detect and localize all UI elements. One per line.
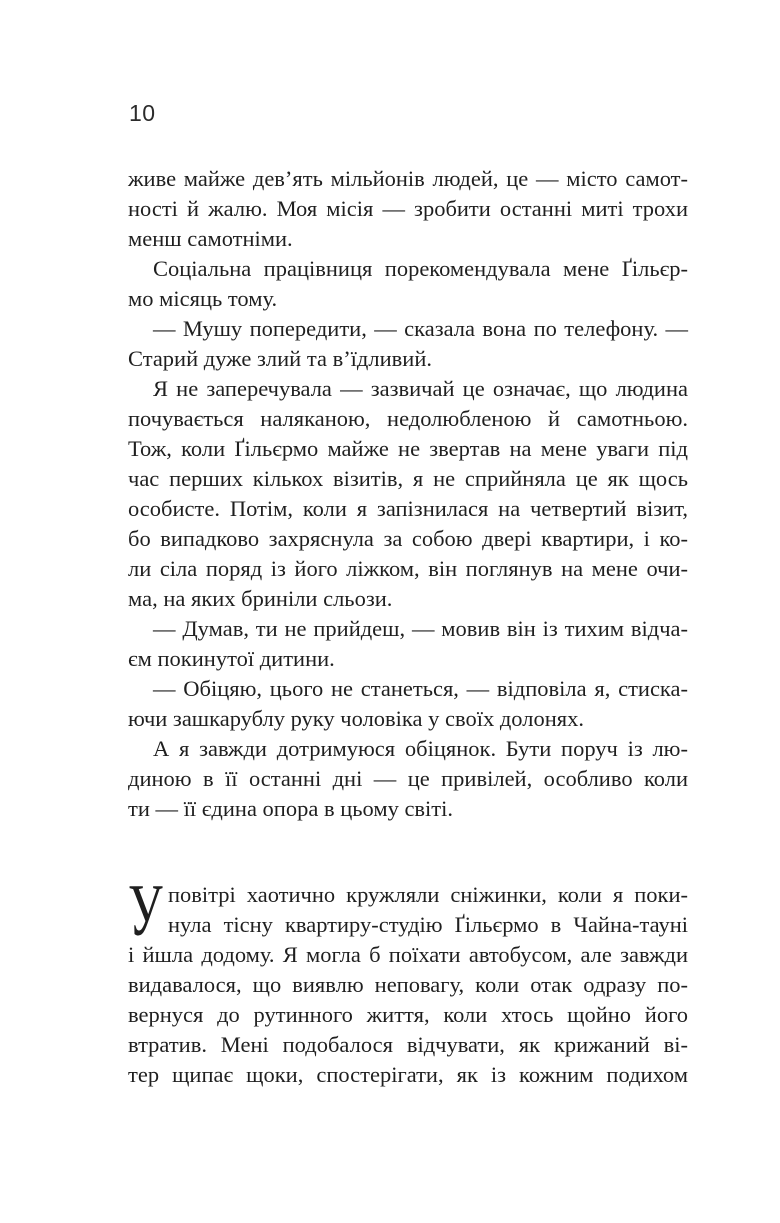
text-line: А я завжди дотримуюся обіцянок. Бути поруч із лю- <box>153 736 688 761</box>
text-line: видавалося, що виявлю неповагу, коли отак одразу по- <box>128 972 688 997</box>
paragraph <box>128 674 688 734</box>
paragraph <box>128 254 688 314</box>
text-line: Тож, коли Ґільєрмо майже не звертав на мене уваги під <box>128 436 688 461</box>
text-line: ти — її єдина опора в цьому світі. <box>128 796 454 821</box>
text-line: менш самотніми. <box>128 226 293 251</box>
text-line: — Мушу попередити, — сказала вона по телефону. — <box>153 316 688 341</box>
text-line: Соціальна працівниця порекомендувала мене Ґільєр- <box>153 256 688 281</box>
text-line: бо випадково захряснула за собою двері квартири, і ко- <box>128 526 688 551</box>
text-line: живе майже дев’ять мільйонів людей, це — місто самот- <box>128 166 688 191</box>
text-line: ючи зашкарублу руку чоловіка у своїх долонях. <box>128 706 584 731</box>
text-line: Старий дуже злий та в’їдливий. <box>128 346 432 371</box>
paragraph <box>128 164 688 254</box>
paragraph <box>128 314 688 374</box>
drop-cap: У <box>128 870 163 952</box>
text-line: вернуся до рутинного життя, коли хтось щойно його <box>128 1002 688 1027</box>
section-new-scene <box>128 870 688 1090</box>
text-line: втратив. Мені подобалося відчувати, як крижаний ві- <box>128 1032 688 1057</box>
text-line: Я не заперечувала — зазвичай це означає, що людина <box>153 376 688 401</box>
text-line: повітрі хаотично кружляли сніжинки, коли я поки- <box>168 882 688 907</box>
section-break <box>128 824 688 880</box>
text-line: нула тісну квартиру-студію Ґільєрмо в Чайна-тауні <box>168 912 688 937</box>
page-number: 10 <box>129 100 156 126</box>
text-line: тер щипає щоки, спостерігати, як із кожним подихом <box>128 1062 688 1087</box>
text-line: єм покинутої дитини. <box>128 646 335 671</box>
text-line: особисте. Потім, коли я запізнилася на четвертий візит, <box>128 496 688 521</box>
text-line: ності й жалю. Моя місія — зробити останні миті трохи <box>128 196 688 221</box>
paragraph <box>128 734 688 824</box>
text-line: диною в її останні дні — це привілей, особливо коли <box>128 766 688 791</box>
text-block <box>128 164 688 1090</box>
text-line: мо місяць тому. <box>128 286 278 311</box>
text-line: ма, на яких бриніли сльози. <box>128 586 393 611</box>
text-line: — Обіцяю, цього не станеться, — відповіла я, стиска- <box>153 676 688 701</box>
text-line: і йшла додому. Я могла б поїхати автобусом, але завжди <box>128 942 688 967</box>
text-line: час перших кількох візитів, я не сприйняла це як щось <box>128 466 688 491</box>
section-continuation <box>128 164 688 824</box>
paragraph <box>128 870 688 1090</box>
text-line: ли сіла поряд із його ліжком, він поглянув на мене очи- <box>128 556 688 581</box>
paragraph <box>128 614 688 674</box>
text-line: — Думав, ти не прийдеш, — мовив він із тихим відча- <box>153 616 688 641</box>
paragraph <box>128 374 688 614</box>
text-line: почувається наляканою, недолюбленою й самотньою. <box>128 406 688 431</box>
